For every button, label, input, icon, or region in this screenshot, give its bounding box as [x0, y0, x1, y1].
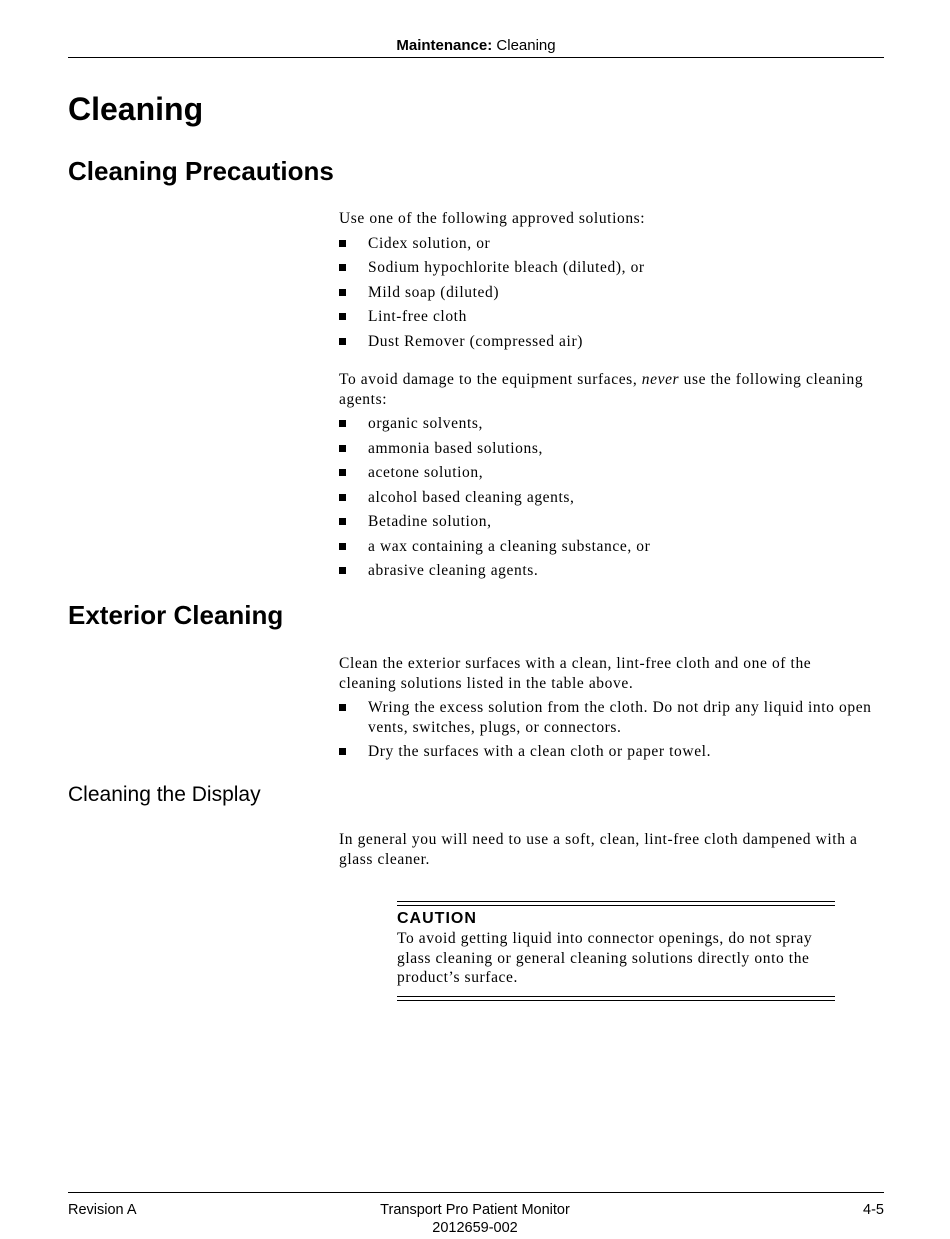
- header-rule: [68, 57, 884, 58]
- footer-page-number: 4-5: [863, 1202, 884, 1218]
- avoid-intro-text: use the following cleaning agents:: [339, 371, 864, 408]
- list-item: Betadine solution,: [339, 512, 884, 532]
- page-title: Cleaning: [68, 91, 204, 127]
- caution-bottom-rule: [397, 996, 835, 1001]
- avoid-intro: [339, 370, 884, 409]
- exterior-heading: Exterior Cleaning: [68, 600, 284, 630]
- header-section-label: Maintenance:: [396, 37, 493, 54]
- caution-text: To avoid getting liquid into connector openings, do not spray glass cleaning or general cleaning solutions directly onto the product’s surface.: [397, 930, 813, 986]
- footer-part-number: 2012659-002: [432, 1220, 518, 1236]
- approved-list: [339, 234, 884, 352]
- list-item: Cidex solution, or: [339, 234, 884, 254]
- footer-revision: Revision A: [68, 1202, 137, 1218]
- footer-rule: [68, 1192, 884, 1193]
- list-item: Dry the surfaces with a clean cloth or paper towel.: [339, 742, 884, 762]
- footer-product-name: Transport Pro Patient Monitor: [380, 1202, 570, 1218]
- running-header: [68, 36, 884, 56]
- list-item: Dust Remover (compressed air): [339, 332, 884, 352]
- list-item: Lint-free cloth: [339, 307, 884, 327]
- avoid-intro-text: To avoid damage to the equipment surfaces,: [339, 371, 642, 388]
- exterior-steps: [339, 698, 884, 762]
- caution-box: [397, 901, 835, 1001]
- display-heading: Cleaning the Display: [68, 783, 261, 806]
- avoid-list: [339, 414, 884, 581]
- precautions-heading: Cleaning Precautions: [68, 156, 334, 186]
- avoid-intro-emphasis: never: [641, 371, 680, 388]
- list-item: organic solvents,: [339, 414, 884, 434]
- precautions-section: [339, 209, 884, 581]
- footer-product: [300, 1201, 650, 1237]
- list-item: abrasive cleaning agents.: [339, 561, 884, 581]
- list-item: ammonia based solutions,: [339, 439, 884, 459]
- exterior-section: [339, 654, 884, 762]
- caution-top-rule: [397, 901, 835, 906]
- exterior-intro: Clean the exterior surfaces with a clean, lint-free cloth and one of the cleaning solutions listed in the table above.: [339, 655, 812, 692]
- list-item: a wax containing a cleaning substance, or: [339, 537, 884, 557]
- caution-title: CAUTION: [397, 910, 477, 927]
- display-intro: In general you will need to use a soft, clean, lint-free cloth dampened with a glass cleaner.: [339, 831, 858, 868]
- approved-intro: Use one of the following approved solutions:: [339, 210, 646, 227]
- list-item: Mild soap (diluted): [339, 283, 884, 303]
- list-item: alcohol based cleaning agents,: [339, 488, 884, 508]
- list-item: acetone solution,: [339, 463, 884, 483]
- header-section-title: Cleaning: [492, 37, 556, 54]
- display-section: [339, 830, 884, 869]
- list-item: Wring the excess solution from the cloth. Do not drip any liquid into open vents, switches, plugs, or connectors.: [339, 698, 884, 737]
- list-item: Sodium hypochlorite bleach (diluted), or: [339, 258, 884, 278]
